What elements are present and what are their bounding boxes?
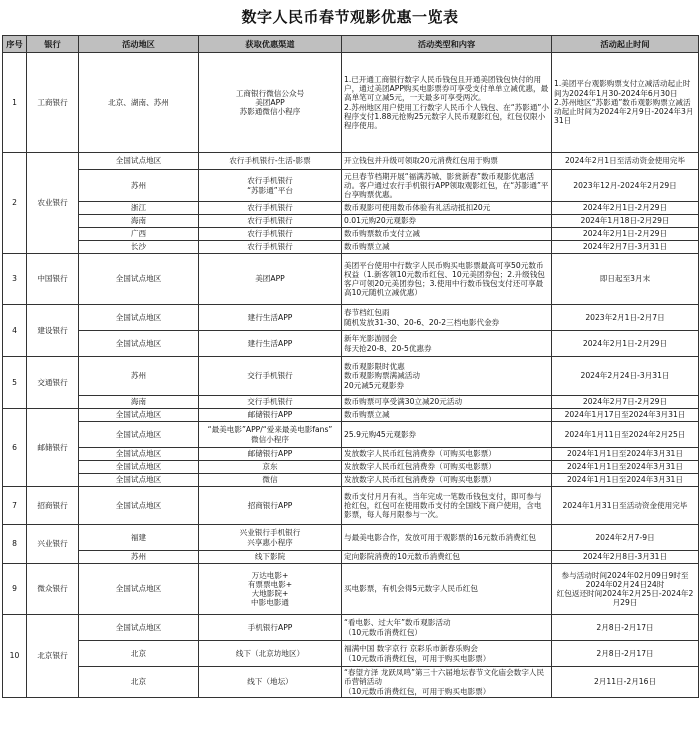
region-cell: 全国试点地区 xyxy=(79,254,199,305)
region-cell: 广西 xyxy=(79,228,199,241)
region-cell: 北京、湖南、苏州 xyxy=(79,53,199,153)
table-row xyxy=(3,254,699,305)
time-cell xyxy=(552,357,699,396)
region-cell: 浙江 xyxy=(79,202,199,215)
time-cell xyxy=(552,564,699,615)
time-cell xyxy=(552,53,699,153)
region-cell: 北京 xyxy=(79,641,199,667)
time-cell-line: 2月11日-2月16日 xyxy=(593,677,657,687)
time-cell-line: 1.美团平台观影购票支付立减活动起止时间为2024年1月30-2024年6月30日 xyxy=(554,79,691,98)
content-cell-line: 数币购票数币支付立减 xyxy=(344,229,420,239)
time-cell-line: 2023年2月1日-2月7日 xyxy=(585,312,665,322)
bank-cell: 兴业银行 xyxy=(27,525,79,564)
time-cell xyxy=(552,525,699,551)
time-cell xyxy=(552,667,699,698)
channel-cell xyxy=(199,305,342,331)
table-row xyxy=(3,487,699,525)
content-cell xyxy=(342,525,552,551)
time-cell-line: 2024年1月31日至活动资金使用完毕 xyxy=(562,500,688,510)
time-cell-line: 2024年2月1日-2月29日 xyxy=(582,229,668,239)
table-row xyxy=(3,641,699,667)
table-row xyxy=(3,422,699,448)
channel-cell xyxy=(199,487,342,525)
channel-cell xyxy=(199,667,342,698)
region-cell: 全国试点地区 xyxy=(79,305,199,331)
content-cell-line: 每天抢20-8、20-5优惠券 xyxy=(344,343,432,353)
content-cell-line: 数币支付月月有礼，当年完成一笔数币钱包支付，即可参与抢红包，红包可在使用数币支付的全国线下商户使用，含电影票，每人每月限参与一次。 xyxy=(344,491,542,520)
content-cell-line: （10元数币消费红包，可用于购买电影票） xyxy=(344,653,491,663)
content-cell-line: 数币观影限时优惠 xyxy=(344,362,405,372)
channel-cell-line: 农行手机银行-生活-影票 xyxy=(229,156,311,166)
content-cell xyxy=(342,448,552,461)
time-cell xyxy=(552,170,699,202)
table-row xyxy=(3,551,699,564)
content-cell-line: 与最美电影合作，发放可用于观影票的16元数币消费红包 xyxy=(344,532,536,542)
content-cell-line: 1.已开通工商银行数字人民币钱包且开通美团钱包快付的用户，通过美团APP购买电影票券可享受支付单单立减优惠，最高单笔可立减5元，一天最多可享受两次。 xyxy=(344,74,549,103)
content-cell xyxy=(342,53,552,153)
table-row xyxy=(3,331,699,357)
seq-cell: 8 xyxy=(3,525,27,564)
time-cell-line: 2024年2月7日-2月29日 xyxy=(582,397,668,407)
seq-cell: 3 xyxy=(3,254,27,305)
region-cell: 全国试点地区 xyxy=(79,461,199,474)
channel-cell-line: 京东 xyxy=(262,462,278,472)
content-cell-line: （10元数币消费红包，可用于购买电影票） xyxy=(344,686,491,696)
content-cell-line: 数币购票立减 xyxy=(344,242,390,252)
content-cell-line: 元旦春节档期开展“福满苏城、影赏新春”数币观影优惠活动。客户通过农行手机银行APP领取观影红包，在“苏影通”平台享购票优惠。 xyxy=(344,171,549,200)
table-row xyxy=(3,461,699,474)
time-cell xyxy=(552,641,699,667)
channel-cell-line: 农行手机银行 xyxy=(247,229,293,239)
time-cell xyxy=(552,396,699,409)
region-cell: 北京 xyxy=(79,667,199,698)
table-row xyxy=(3,153,699,170)
content-cell-line: 数币购票立减 xyxy=(344,410,390,420)
channel-cell-line: 苏影通微信小程序 xyxy=(239,107,301,117)
region-cell: 全国试点地区 xyxy=(79,474,199,487)
table-row xyxy=(3,228,699,241)
channel-cell xyxy=(199,474,342,487)
content-cell-line: 美团平台使用中行数字人民币购买电影票最高可享50元数币权益（1.新客领10元数币红包、10元美团券包；2.升级钱包客户可领20元美团券包；3.使用中行数币钱包支付还可享最高10元随机立减优惠） xyxy=(344,260,545,298)
channel-cell-line: 线下影院 xyxy=(254,552,286,562)
time-cell xyxy=(552,305,699,331)
channel-cell xyxy=(199,461,342,474)
bank-cell: 邮储银行 xyxy=(27,409,79,487)
channel-cell-line: 万达电影+ xyxy=(251,570,289,580)
content-cell xyxy=(342,615,552,641)
region-cell: 全国试点地区 xyxy=(79,448,199,461)
bank-cell: 交通银行 xyxy=(27,357,79,409)
channel-cell xyxy=(199,409,342,422)
time-cell xyxy=(552,202,699,215)
channel-cell xyxy=(199,357,342,396)
time-cell-line: 2024年2月8日-3月31日 xyxy=(582,552,668,562)
content-cell-line: 数币观影可使用数币体验有礼活动抵扣20元 xyxy=(344,203,491,213)
channel-cell xyxy=(199,331,342,357)
channel-cell-line: “最美电影”APP/“爱来最美电影fans” xyxy=(207,425,333,435)
time-cell-line: 2月8日-2月17日 xyxy=(596,648,654,658)
bank-cell: 微众银行 xyxy=(27,564,79,615)
channel-cell xyxy=(199,202,342,215)
region-cell: 全国试点地区 xyxy=(79,409,199,422)
page-title: 数字人民币春节观影优惠一览表 xyxy=(241,8,459,26)
channel-cell xyxy=(199,254,342,305)
channel-cell-line: 美团APP xyxy=(255,97,285,107)
content-cell-line: 发放数字人民币红包消费券（可购买电影票） xyxy=(344,462,496,472)
channel-cell xyxy=(199,551,342,564)
time-cell xyxy=(552,615,699,641)
channel-cell-line: 邮储银行APP xyxy=(247,410,293,420)
region-cell: 全国试点地区 xyxy=(79,153,199,170)
seq-cell: 4 xyxy=(3,305,27,357)
region-cell: 海南 xyxy=(79,396,199,409)
table-row xyxy=(3,53,699,153)
bank-cell: 北京银行 xyxy=(27,615,79,698)
time-cell xyxy=(552,215,699,228)
bank-cell: 农业银行 xyxy=(27,153,79,254)
seq-cell: 7 xyxy=(3,487,27,525)
channel-cell xyxy=(199,53,342,153)
channel-cell-line: 有票票电影+ xyxy=(247,579,293,589)
region-cell: 海南 xyxy=(79,215,199,228)
time-cell-line: 2023年12月-2024年2月29日 xyxy=(573,180,677,190)
channel-cell-line: 建行生活APP xyxy=(247,338,293,348)
content-cell xyxy=(342,202,552,215)
header-row xyxy=(3,36,699,53)
header-time: 活动起止时间 xyxy=(552,36,699,53)
channel-cell xyxy=(199,170,342,202)
channel-cell xyxy=(199,153,342,170)
time-cell-line: 2024年2月24日-3月31日 xyxy=(580,371,670,381)
region-cell: 苏州 xyxy=(79,170,199,202)
time-cell xyxy=(552,487,699,525)
time-cell-line: 2024年1月1日至2024年3月31日 xyxy=(567,449,683,459)
seq-cell: 10 xyxy=(3,615,27,698)
time-cell-line: 2024年1月1日至2024年3月31日 xyxy=(567,462,683,472)
seq-cell: 2 xyxy=(3,153,27,254)
content-cell xyxy=(342,215,552,228)
channel-cell-line: 农行手机银行 xyxy=(247,203,293,213)
table-row xyxy=(3,615,699,641)
time-cell-line: 即日起至3月末 xyxy=(599,274,651,284)
content-cell-line: 数币购票可享受满30立减20元活动 xyxy=(344,397,463,407)
channel-cell xyxy=(199,215,342,228)
time-cell xyxy=(552,228,699,241)
channel-cell-line: 工商银行微信公众号 xyxy=(235,88,305,98)
time-cell-line: 2.苏州地区“苏影通”数币观影购票立减活动起止时间为2024年2月9日-2024年3月31日 xyxy=(554,97,694,126)
time-cell-line: 2月8日-2月17日 xyxy=(596,622,654,632)
channel-cell-line: 建行生活APP xyxy=(247,312,293,322)
content-cell-line: “春望方泽 龙跃凤鸣”第三十六届地坛春节文化庙会数字人民币营销活动 xyxy=(344,668,545,687)
time-cell-line: 2024年1月1日至2024年3月31日 xyxy=(567,475,683,485)
content-cell-line: （10元数币消费红包） xyxy=(344,627,423,637)
seq-cell: 6 xyxy=(3,409,27,487)
content-cell xyxy=(342,422,552,448)
content-cell-line: 定向影院消费的10元数币消费红包 xyxy=(344,552,460,562)
content-cell-line: 0.01元购20元观影券 xyxy=(344,216,417,226)
content-cell xyxy=(342,409,552,422)
seq-cell: 5 xyxy=(3,357,27,409)
region-cell: 全国试点地区 xyxy=(79,564,199,615)
table-body xyxy=(3,53,699,698)
content-cell-line: 福满中国 数字京行 京彩乐市新春乐购会 xyxy=(344,644,478,654)
content-cell xyxy=(342,641,552,667)
channel-cell xyxy=(199,564,342,615)
table-row xyxy=(3,525,699,551)
table-row xyxy=(3,202,699,215)
content-cell-line: 买电影票，有机会得5元数字人民币红包 xyxy=(344,584,478,594)
channel-cell-line: 交行手机银行 xyxy=(247,397,293,407)
content-cell xyxy=(342,487,552,525)
channel-cell-line: 微信 xyxy=(262,475,278,485)
header-content: 活动类型和内容 xyxy=(342,36,552,53)
content-cell-line: 25.9元购45元观影券 xyxy=(344,429,417,439)
time-cell-line: 2024年2月1日至活动资金使用完毕 xyxy=(564,156,686,166)
channel-cell xyxy=(199,228,342,241)
channel-cell-line: 兴业银行手机银行 xyxy=(239,528,301,538)
time-cell-line: 2024年1月11日至2024年2月25日 xyxy=(564,429,686,439)
channel-cell xyxy=(199,525,342,551)
content-cell xyxy=(342,228,552,241)
content-cell-line: 开立钱包并升级可领取20元消费红包用于购票 xyxy=(344,156,498,166)
time-cell-line: 2024年1月18日-2月29日 xyxy=(580,216,670,226)
region-cell: 长沙 xyxy=(79,241,199,254)
region-cell: 苏州 xyxy=(79,357,199,396)
channel-cell-line: 农行手机银行 xyxy=(247,216,293,226)
region-cell: 全国试点地区 xyxy=(79,422,199,448)
content-cell-line: 2.苏州地区用户使用工行数字人民币个人钱包、在“苏影通”小程序支付1.88元抢购25元数字人民币观影红包，红包仅限小程序使用。 xyxy=(344,102,549,130)
bank-cell: 建设银行 xyxy=(27,305,79,357)
content-cell xyxy=(342,474,552,487)
content-cell xyxy=(342,357,552,396)
time-cell xyxy=(552,254,699,305)
content-cell-line: 数币观影购票满减活动 xyxy=(344,371,420,381)
header-seq: 序号 xyxy=(3,36,27,53)
content-cell xyxy=(342,667,552,698)
time-cell xyxy=(552,448,699,461)
time-cell-line: 2024年2月1日-2月29日 xyxy=(582,203,668,213)
bank-cell: 招商银行 xyxy=(27,487,79,525)
channel-cell-line: 邮储银行APP xyxy=(247,449,293,459)
channel-cell xyxy=(199,396,342,409)
content-cell xyxy=(342,461,552,474)
channel-cell-line: 中影电影通 xyxy=(251,598,289,608)
content-cell-line: 发放数字人民币红包消费券（可购买电影票） xyxy=(344,449,496,459)
time-cell-line: 2024年1月17日至2024年3月31日 xyxy=(564,410,686,420)
content-cell xyxy=(342,241,552,254)
content-cell xyxy=(342,551,552,564)
content-cell xyxy=(342,170,552,202)
table-row xyxy=(3,357,699,396)
content-cell xyxy=(342,396,552,409)
content-cell-line: 20元减5元观影券 xyxy=(344,380,405,390)
region-cell: 福建 xyxy=(79,525,199,551)
channel-cell-line: 大地影院+ xyxy=(251,589,289,598)
channel-cell-line: 兴享惠小程序 xyxy=(247,537,293,547)
table-row xyxy=(3,474,699,487)
time-cell-line: 2024年2月1日-2月29日 xyxy=(582,338,668,348)
channel-cell-line: 微信小程序 xyxy=(251,434,289,444)
table-row xyxy=(3,170,699,202)
channel-cell xyxy=(199,615,342,641)
channel-cell-line: 线下（北京坊地区） xyxy=(235,648,305,658)
region-cell: 全国试点地区 xyxy=(79,615,199,641)
bank-cell: 工商银行 xyxy=(27,53,79,153)
content-cell-line: 随机发放31-30、20-6、20-2三档电影代金券 xyxy=(344,317,500,327)
table-row xyxy=(3,396,699,409)
content-cell-line: 发放数字人民币红包消费券（可购买电影票） xyxy=(344,475,496,485)
time-cell xyxy=(552,551,699,564)
offers-table xyxy=(2,35,699,698)
channel-cell-line: 线下（地坛） xyxy=(247,677,293,687)
channel-cell-line: 招商银行APP xyxy=(247,500,293,510)
table-row xyxy=(3,215,699,228)
time-cell xyxy=(552,153,699,170)
channel-cell-line: 手机银行APP xyxy=(247,622,293,632)
time-cell xyxy=(552,241,699,254)
content-cell xyxy=(342,153,552,170)
time-cell xyxy=(552,409,699,422)
region-cell: 全国试点地区 xyxy=(79,331,199,357)
channel-cell xyxy=(199,422,342,448)
table-row xyxy=(3,564,699,615)
time-cell xyxy=(552,461,699,474)
seq-cell: 9 xyxy=(3,564,27,615)
content-cell-line: “看电影、过大年”数币观影活动 xyxy=(344,618,451,628)
content-cell-line: 新年光影游园会 xyxy=(344,334,398,344)
table-row xyxy=(3,305,699,331)
channel-cell-line: 农行手机银行 xyxy=(247,176,293,186)
header-channel: 获取优惠渠道 xyxy=(199,36,342,53)
time-cell-line: 红包返还时间2024年2月25日-2024年2月29日 xyxy=(556,589,694,608)
channel-cell-line: 交行手机银行 xyxy=(247,371,293,381)
content-cell xyxy=(342,331,552,357)
time-cell-line: 参与活动时间2024年02月09日9时至2024年02月24日24时 xyxy=(561,570,689,589)
header-bank: 银行 xyxy=(27,36,79,53)
content-cell-line: 春节档红包雨 xyxy=(344,308,390,318)
channel-cell xyxy=(199,241,342,254)
content-cell xyxy=(342,564,552,615)
channel-cell-line: 农行手机银行 xyxy=(247,242,293,252)
channel-cell-line: 美团APP xyxy=(255,274,285,284)
region-cell: 苏州 xyxy=(79,551,199,564)
seq-cell: 1 xyxy=(3,53,27,153)
time-cell xyxy=(552,331,699,357)
channel-cell xyxy=(199,448,342,461)
content-cell xyxy=(342,305,552,331)
table-row xyxy=(3,241,699,254)
table-row xyxy=(3,448,699,461)
time-cell-line: 2024年2月7日-3月31日 xyxy=(582,242,668,252)
time-cell xyxy=(552,422,699,448)
time-cell xyxy=(552,474,699,487)
table-row xyxy=(3,667,699,698)
channel-cell xyxy=(199,641,342,667)
table-row xyxy=(3,409,699,422)
content-cell xyxy=(342,254,552,305)
header-region: 活动地区 xyxy=(79,36,199,53)
channel-cell-line: “苏影通”平台 xyxy=(247,185,293,195)
region-cell: 全国试点地区 xyxy=(79,487,199,525)
time-cell-line: 2024年2月7-9日 xyxy=(595,532,655,542)
bank-cell: 中国银行 xyxy=(27,254,79,305)
